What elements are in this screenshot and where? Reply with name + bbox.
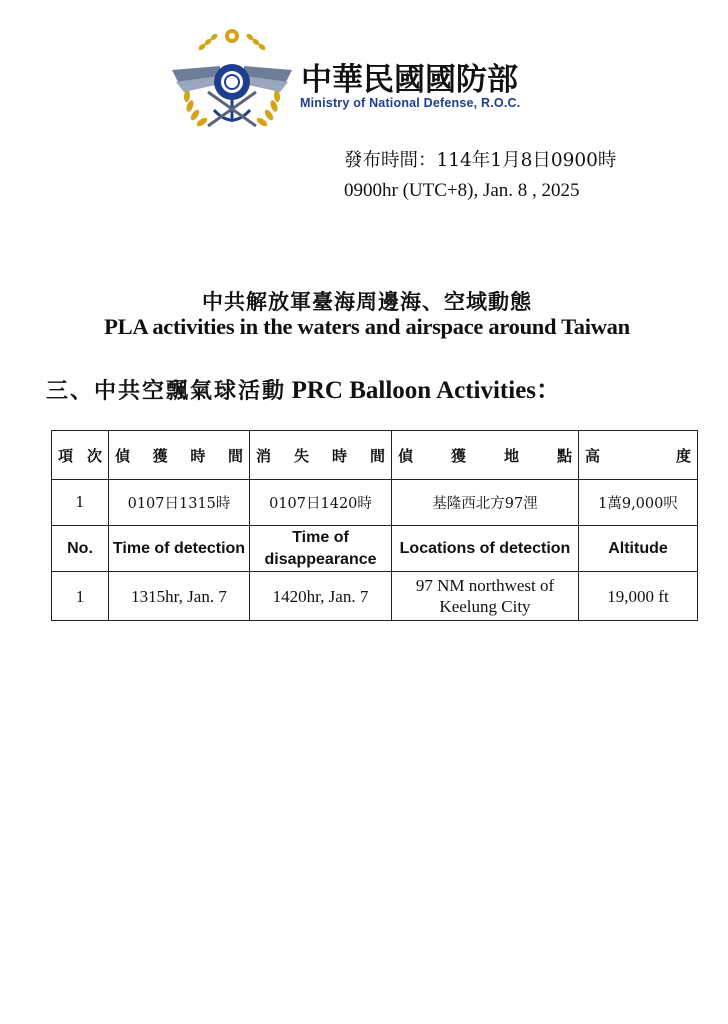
ministry-name-en: Ministry of National Defense, R.O.C. <box>300 96 521 110</box>
balloon-activity-table <box>51 430 698 621</box>
release-time-en: 0900hr (UTC+8), Jan. 8 , 2025 <box>344 180 580 201</box>
ministry-emblem-icon <box>168 26 296 134</box>
document-title-en: PLA activities in the waters and airspace around Taiwan <box>104 314 630 339</box>
document-title-zh: 中共解放軍臺海周邊海、空域動態 <box>202 289 532 314</box>
cell-location-en: 97 NM northwest of Keelung City <box>392 572 579 621</box>
cell-altitude-en: 19,000 ft <box>579 572 698 621</box>
header-altitude-zh: 高度 <box>579 431 698 480</box>
table-row <box>52 480 698 526</box>
table-header-row-en <box>52 526 698 572</box>
header-item-no-zh: 項次 <box>52 431 109 480</box>
header-disappearance-time-en: Time of disappearance <box>250 526 392 572</box>
section-heading-en <box>292 377 561 404</box>
table-row <box>52 572 698 621</box>
section-heading-en-colon: ： <box>536 377 562 404</box>
release-time-zh: 發布時間：114年1月8日0900時 <box>344 150 617 171</box>
cell-detection-time-en: 1315hr, Jan. 7 <box>109 572 250 621</box>
table-header-row-zh <box>52 431 698 480</box>
cell-detection-time-zh: 0107日1315時 <box>109 480 250 526</box>
ministry-header <box>168 26 588 136</box>
header-location-en: Locations of detection <box>392 526 579 572</box>
header-altitude-en: Altitude <box>579 526 698 572</box>
release-time-block <box>344 146 616 206</box>
header-item-no-en: No. <box>52 526 109 572</box>
section-heading <box>46 370 561 406</box>
ministry-name-zh: 中華民國國防部 <box>301 62 518 98</box>
header-detection-time-en: Time of detection <box>109 526 250 572</box>
cell-disappearance-time-zh: 0107日1420時 <box>250 480 392 526</box>
cell-disappearance-time-en: 1420hr, Jan. 7 <box>250 572 392 621</box>
cell-item-no-en: 1 <box>52 572 109 621</box>
cell-item-no-zh: 1 <box>52 480 109 526</box>
header-location-zh: 偵獲地點 <box>392 431 579 480</box>
cell-altitude-zh: 1萬9,000呎 <box>579 480 698 526</box>
header-detection-time-zh: 偵獲時間 <box>109 431 250 480</box>
section-heading-zh: 三、中共空飄氣球活動 <box>46 378 287 404</box>
cell-location-zh: 基隆西北方97浬 <box>392 480 579 526</box>
section-heading-en-text: PRC Balloon Activities <box>291 377 537 404</box>
header-disappearance-time-zh: 消失時間 <box>250 431 392 480</box>
